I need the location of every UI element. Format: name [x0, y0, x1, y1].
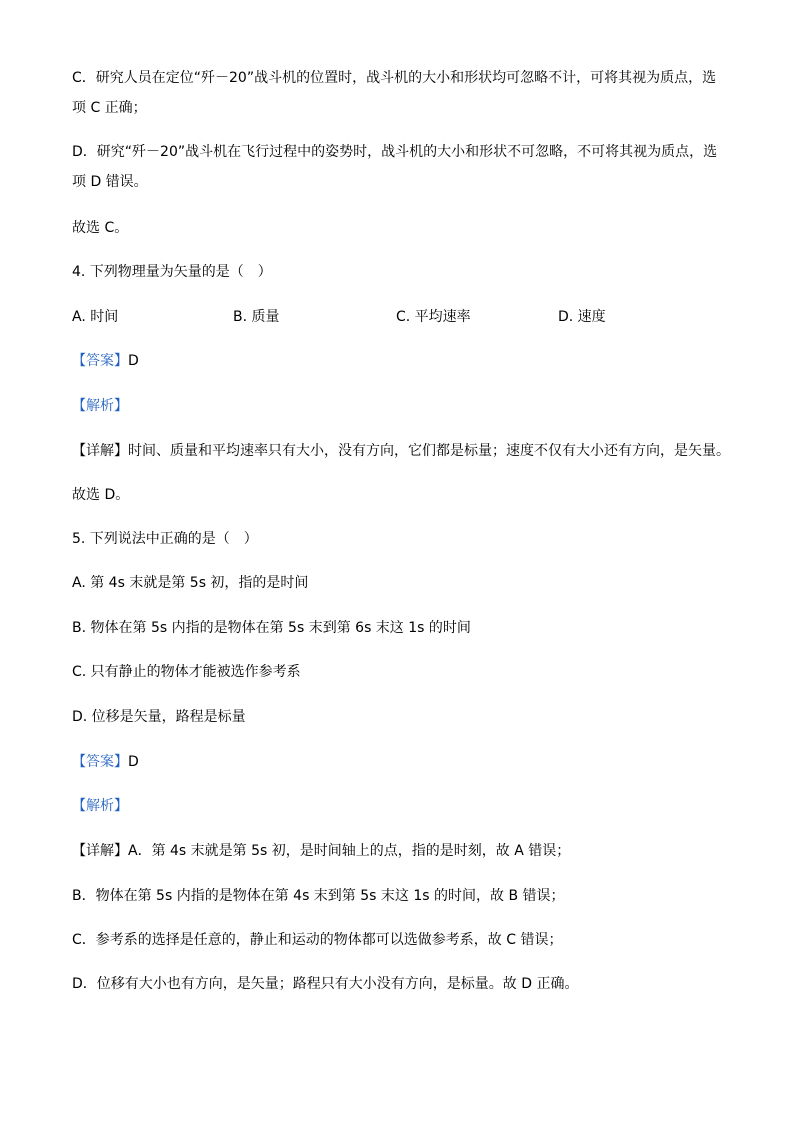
q3-option-c-explanation-line2: 项 C 正确；	[72, 100, 147, 116]
q4-answer	[72, 351, 732, 371]
q5-detail-c: C．参考系的选择是任意的，静止和运动的物体都可以选做参考系，故 C 错误；	[72, 932, 563, 948]
q4-analysis-label: 【解析】	[72, 398, 128, 414]
q4-answer-label: 【答案】	[72, 353, 128, 369]
q4-detail-label: 【详解】	[72, 443, 128, 459]
q3-conclusion: 故选 C。	[72, 220, 129, 236]
q4-question: 4. 下列物理量为矢量的是（ ）	[72, 264, 272, 280]
q5-detail-d: D．位移有大小也有方向，是矢量；路程只有大小没有方向，是标量。故 D 正确。	[72, 976, 579, 992]
q3-option-d-explanation-line1: D．研究“歼－20”战斗机在飞行过程中的姿势时，战斗机的大小和形状不可忽略，不可将其视为质点，选	[72, 144, 718, 160]
q5-detail-b: B．物体在第 5s 内指的是物体在第 4s 末到第 5s 末这 1s 的时间，故 B 错误；	[72, 888, 565, 904]
q5-option-a: A. 第 4s 末就是第 5s 初，指的是时间	[72, 575, 309, 591]
q5-detail-label: 【详解】	[72, 843, 128, 859]
q5-answer	[72, 752, 732, 772]
q5-answer-label: 【答案】	[72, 754, 128, 770]
q5-analysis-label: 【解析】	[72, 798, 128, 814]
q4-option-a: A. 时间	[72, 309, 119, 325]
q5-detail-a-text: A．第 4s 末就是第 5s 初，是时间轴上的点，指的是时刻，故 A 错误；	[128, 843, 571, 859]
q5-option-b: B. 物体在第 5s 内指的是物体在第 5s 末到第 6s 末这 1s 的时间	[72, 620, 471, 636]
q4-option-c: C. 平均速率	[396, 309, 471, 325]
q4-detail-text: 时间、质量和平均速率只有大小，没有方向，它们都是标量；速度不仅有大小还有方向，是矢量。	[128, 443, 730, 459]
q5-option-d: D. 位移是矢量，路程是标量	[72, 709, 246, 725]
q4-option-b: B. 质量	[233, 309, 280, 325]
q4-detail	[72, 441, 732, 461]
q5-option-c: C. 只有静止的物体才能被选作参考系	[72, 664, 301, 680]
q3-option-c-explanation-line1: C．研究人员在定位“歼－20”战斗机的位置时，战斗机的大小和形状均可忽略不计，可将其视为质点，选	[72, 70, 717, 86]
q5-detail-a	[72, 841, 732, 861]
q4-analysis	[72, 396, 732, 416]
q3-option-d-explanation-line2: 项 D 错误。	[72, 174, 148, 190]
q5-question: 5. 下列说法中正确的是（ ）	[72, 531, 258, 547]
q4-answer-value: D	[128, 353, 139, 369]
q4-conclusion: 故选 D。	[72, 487, 130, 503]
q4-option-d: D. 速度	[558, 309, 606, 325]
q5-answer-value: D	[128, 754, 139, 770]
q5-analysis	[72, 796, 732, 816]
